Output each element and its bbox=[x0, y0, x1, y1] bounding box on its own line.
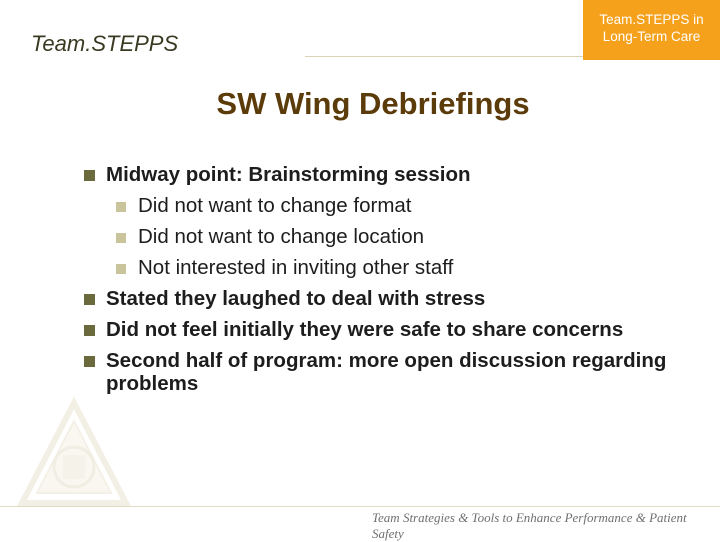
bullet-text: Midway point: Brainstorming session bbox=[106, 163, 471, 186]
footer-tagline: Team Strategies & Tools to Enhance Performance & Patient Safety bbox=[372, 510, 687, 541]
square-bullet-icon bbox=[84, 294, 95, 305]
bullet-item bbox=[84, 349, 684, 395]
module-tab-line2: Long-Term Care bbox=[602, 29, 701, 44]
module-tab-line1: Team.STEPPS in bbox=[599, 12, 704, 27]
footer-divider bbox=[0, 506, 720, 507]
module-tab bbox=[583, 0, 720, 60]
header-divider bbox=[305, 56, 583, 57]
slide-title: SW Wing Debriefings bbox=[216, 86, 530, 121]
sub-bullet-text: Did not want to change format bbox=[138, 194, 412, 217]
square-bullet-icon bbox=[84, 356, 95, 367]
bullet-item bbox=[84, 318, 684, 341]
sub-bullet-text: Did not want to change location bbox=[138, 225, 425, 248]
square-bullet-icon bbox=[116, 233, 126, 243]
sub-bullet-item bbox=[84, 256, 684, 279]
sub-bullet-text: Not interested in inviting other staff bbox=[138, 256, 454, 279]
square-bullet-icon bbox=[84, 170, 95, 181]
header-brand: Team.STEPPS bbox=[31, 31, 179, 56]
sub-bullet-item bbox=[84, 194, 684, 217]
teamstepps-triangle-logo-icon bbox=[14, 395, 134, 515]
bullet-text: Second half of program: more open discussion regarding problems bbox=[106, 349, 667, 395]
bullet-item bbox=[84, 287, 684, 310]
square-bullet-icon bbox=[116, 264, 126, 274]
bullet-text: Did not feel initially they were safe to share concerns bbox=[106, 318, 624, 341]
sub-bullet-item bbox=[84, 225, 684, 248]
bullet-list bbox=[84, 163, 684, 403]
square-bullet-icon bbox=[84, 325, 95, 336]
square-bullet-icon bbox=[116, 202, 126, 212]
bullet-item bbox=[84, 163, 684, 186]
bullet-text: Stated they laughed to deal with stress bbox=[106, 287, 486, 310]
